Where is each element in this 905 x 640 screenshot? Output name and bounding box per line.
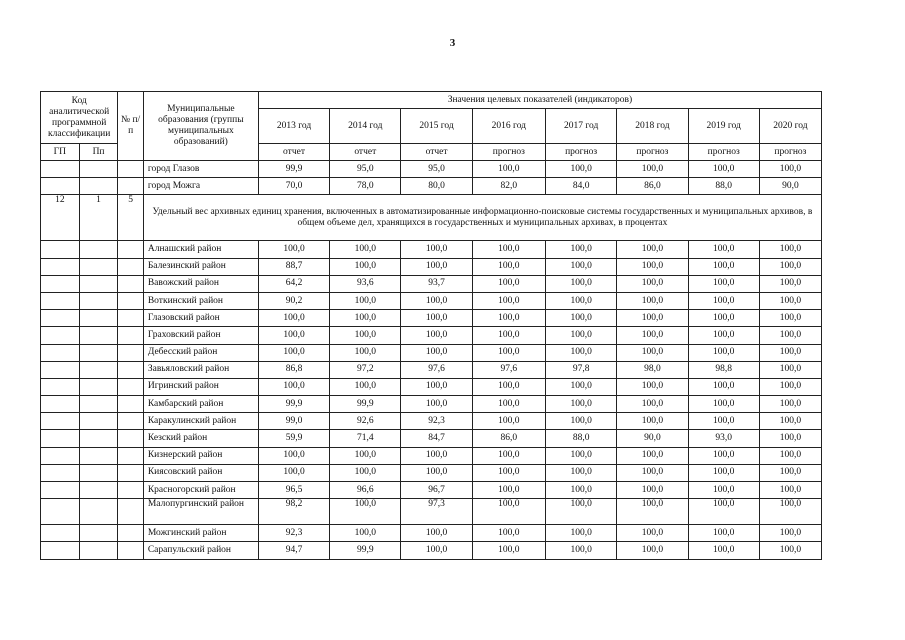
value-cell: 100,0: [759, 413, 821, 430]
empty-cell: [79, 525, 118, 542]
value-cell: 100,0: [759, 378, 821, 395]
value-cell: 100,0: [472, 275, 545, 292]
municipal-header: Муниципальные образования (группы муниципальных образований): [143, 92, 258, 161]
value-cell: 100,0: [546, 447, 617, 464]
value-cell: 93,0: [688, 430, 759, 447]
table-row: [41, 396, 822, 413]
empty-cell: [79, 344, 118, 361]
value-cell: 100,0: [472, 499, 545, 525]
value-cell: 100,0: [759, 542, 821, 559]
value-cell: 100,0: [472, 525, 545, 542]
value-cell: 100,0: [617, 499, 688, 525]
municipality-name: Глазовский район: [143, 310, 258, 327]
value-cell: 100,0: [617, 525, 688, 542]
kind-header: прогноз: [546, 144, 617, 161]
kind-header: отчет: [258, 144, 329, 161]
value-cell: 100,0: [258, 447, 329, 464]
value-cell: 100,0: [546, 413, 617, 430]
gp-header: ГП: [41, 144, 80, 161]
value-cell: 100,0: [546, 241, 617, 258]
value-cell: 100,0: [330, 241, 401, 258]
value-cell: 100,0: [401, 447, 472, 464]
empty-cell: [41, 378, 80, 395]
empty-cell: [41, 161, 80, 178]
value-cell: 100,0: [401, 396, 472, 413]
municipality-name: Кизнерский район: [143, 447, 258, 464]
value-cell: 100,0: [759, 344, 821, 361]
municipality-name: Красногорский район: [143, 482, 258, 499]
value-cell: 100,0: [258, 344, 329, 361]
value-cell: 100,0: [472, 542, 545, 559]
empty-cell: [118, 396, 143, 413]
value-cell: 100,0: [546, 292, 617, 309]
value-cell: 100,0: [546, 378, 617, 395]
table-row: [41, 161, 822, 178]
empty-cell: [79, 499, 118, 525]
empty-cell: [41, 241, 80, 258]
value-cell: 100,0: [759, 310, 821, 327]
table-row: [41, 361, 822, 378]
value-cell: 100,0: [759, 396, 821, 413]
municipality-name: город Глазов: [143, 161, 258, 178]
table-row: [41, 241, 822, 258]
value-cell: 84,7: [401, 430, 472, 447]
value-cell: 100,0: [759, 161, 821, 178]
empty-cell: [118, 499, 143, 525]
value-cell: 100,0: [688, 292, 759, 309]
value-cell: 100,0: [258, 327, 329, 344]
value-cell: 88,7: [258, 258, 329, 275]
value-cell: 100,0: [330, 447, 401, 464]
year-header: 2016 год: [472, 109, 545, 144]
empty-cell: [41, 292, 80, 309]
empty-cell: [118, 525, 143, 542]
value-cell: 100,0: [546, 258, 617, 275]
empty-cell: [41, 361, 80, 378]
empty-cell: [118, 161, 143, 178]
empty-cell: [118, 344, 143, 361]
value-cell: 99,0: [258, 413, 329, 430]
value-cell: 90,0: [759, 178, 821, 195]
empty-cell: [41, 464, 80, 481]
value-cell: 100,0: [472, 161, 545, 178]
municipality-name: Сарапульский район: [143, 542, 258, 559]
value-cell: 100,0: [401, 542, 472, 559]
municipality-name: Балезинский район: [143, 258, 258, 275]
value-cell: 86,8: [258, 361, 329, 378]
value-cell: 100,0: [546, 482, 617, 499]
value-cell: 100,0: [330, 292, 401, 309]
value-cell: 100,0: [759, 241, 821, 258]
municipality-name: Малопургинский район: [143, 499, 258, 525]
value-cell: 100,0: [759, 464, 821, 481]
value-cell: 90,2: [258, 292, 329, 309]
value-cell: 100,0: [472, 241, 545, 258]
value-cell: 100,0: [759, 361, 821, 378]
empty-cell: [118, 292, 143, 309]
value-cell: 100,0: [401, 525, 472, 542]
empty-cell: [41, 275, 80, 292]
table-row: [41, 464, 822, 481]
value-cell: 100,0: [546, 161, 617, 178]
empty-cell: [79, 482, 118, 499]
value-cell: 100,0: [330, 464, 401, 481]
value-cell: 64,2: [258, 275, 329, 292]
value-cell: 100,0: [759, 525, 821, 542]
value-cell: 100,0: [688, 413, 759, 430]
value-cell: 100,0: [759, 447, 821, 464]
value-cell: 100,0: [617, 378, 688, 395]
table-row: [41, 430, 822, 447]
value-cell: 99,9: [330, 542, 401, 559]
value-cell: 98,2: [258, 499, 329, 525]
empty-cell: [118, 464, 143, 481]
empty-cell: [41, 396, 80, 413]
value-cell: 100,0: [617, 327, 688, 344]
value-cell: 94,7: [258, 542, 329, 559]
value-cell: 78,0: [330, 178, 401, 195]
year-header: 2013 год: [258, 109, 329, 144]
value-cell: 97,6: [472, 361, 545, 378]
empty-cell: [41, 482, 80, 499]
value-cell: 100,0: [401, 241, 472, 258]
year-header: 2020 год: [759, 109, 821, 144]
table-row: [41, 413, 822, 430]
value-cell: 100,0: [472, 396, 545, 413]
value-cell: 100,0: [688, 464, 759, 481]
value-cell: 100,0: [330, 327, 401, 344]
empty-cell: [79, 430, 118, 447]
empty-cell: [79, 161, 118, 178]
table-row: [41, 310, 822, 327]
value-cell: 82,0: [472, 178, 545, 195]
municipality-name: Воткинский район: [143, 292, 258, 309]
empty-cell: [41, 258, 80, 275]
empty-cell: [41, 542, 80, 559]
empty-cell: [79, 413, 118, 430]
empty-cell: [118, 327, 143, 344]
municipality-name: Завьяловский район: [143, 361, 258, 378]
value-cell: 100,0: [759, 430, 821, 447]
value-cell: 88,0: [688, 178, 759, 195]
municipality-name: Киясовский район: [143, 464, 258, 481]
kind-header: прогноз: [617, 144, 688, 161]
kind-header: прогноз: [759, 144, 821, 161]
value-cell: 100,0: [688, 275, 759, 292]
value-cell: 100,0: [617, 542, 688, 559]
empty-cell: [41, 327, 80, 344]
municipality-name: Игринский район: [143, 378, 258, 395]
value-cell: 100,0: [546, 525, 617, 542]
empty-cell: [41, 447, 80, 464]
value-cell: 97,8: [546, 361, 617, 378]
value-cell: 100,0: [617, 396, 688, 413]
empty-cell: [79, 178, 118, 195]
value-cell: 100,0: [472, 310, 545, 327]
table-row: [41, 258, 822, 275]
empty-cell: [41, 310, 80, 327]
year-header: 2018 год: [617, 109, 688, 144]
value-cell: 100,0: [546, 499, 617, 525]
value-cell: 100,0: [472, 258, 545, 275]
value-cell: 100,0: [330, 310, 401, 327]
empty-cell: [79, 292, 118, 309]
municipality-name: Камбарский район: [143, 396, 258, 413]
municipality-name: Вавожский район: [143, 275, 258, 292]
pp-header: Пп: [79, 144, 118, 161]
value-cell: 100,0: [759, 292, 821, 309]
empty-cell: [118, 310, 143, 327]
table-row: [41, 542, 822, 559]
value-cell: 96,7: [401, 482, 472, 499]
value-cell: 100,0: [688, 161, 759, 178]
page-number: 3: [449, 37, 456, 49]
value-cell: 100,0: [617, 241, 688, 258]
municipality-name: Можгинский район: [143, 525, 258, 542]
empty-cell: [41, 344, 80, 361]
value-cell: 100,0: [688, 378, 759, 395]
value-cell: 96,5: [258, 482, 329, 499]
empty-cell: [118, 241, 143, 258]
empty-cell: [79, 327, 118, 344]
value-cell: 100,0: [546, 542, 617, 559]
municipality-name: Каракулинский район: [143, 413, 258, 430]
municipality-name: Алнашский район: [143, 241, 258, 258]
value-cell: 96,6: [330, 482, 401, 499]
value-cell: 80,0: [401, 178, 472, 195]
empty-cell: [118, 542, 143, 559]
year-header: 2019 год: [688, 109, 759, 144]
value-cell: 95,0: [330, 161, 401, 178]
value-cell: 84,0: [546, 178, 617, 195]
value-cell: 100,0: [688, 344, 759, 361]
value-cell: 100,0: [330, 258, 401, 275]
num-header: № п/п: [118, 92, 143, 161]
value-cell: 100,0: [401, 258, 472, 275]
table-row: [41, 178, 822, 195]
municipality-name: город Можга: [143, 178, 258, 195]
value-cell: 100,0: [258, 464, 329, 481]
value-cell: 100,0: [546, 310, 617, 327]
value-cell: 100,0: [759, 499, 821, 525]
value-cell: 100,0: [330, 499, 401, 525]
value-cell: 100,0: [472, 482, 545, 499]
value-cell: 100,0: [688, 396, 759, 413]
value-cell: 100,0: [401, 464, 472, 481]
empty-cell: [79, 258, 118, 275]
value-cell: 70,0: [258, 178, 329, 195]
value-cell: 100,0: [401, 344, 472, 361]
value-cell: 100,0: [617, 258, 688, 275]
value-cell: 100,0: [330, 378, 401, 395]
value-cell: 100,0: [546, 327, 617, 344]
value-cell: 95,0: [401, 161, 472, 178]
value-cell: 100,0: [617, 275, 688, 292]
value-cell: 100,0: [546, 344, 617, 361]
empty-cell: [118, 178, 143, 195]
empty-cell: [79, 241, 118, 258]
value-cell: 100,0: [401, 310, 472, 327]
code-group-header: Код аналитической программной классификации: [41, 92, 118, 144]
municipality-name: Кезский район: [143, 430, 258, 447]
value-cell: 100,0: [258, 378, 329, 395]
table-row: [41, 482, 822, 499]
value-cell: 99,9: [330, 396, 401, 413]
empty-cell: [118, 361, 143, 378]
value-cell: 100,0: [617, 413, 688, 430]
empty-cell: [118, 378, 143, 395]
value-cell: 59,9: [258, 430, 329, 447]
empty-cell: [118, 447, 143, 464]
value-cell: 100,0: [688, 447, 759, 464]
value-cell: 100,0: [617, 344, 688, 361]
value-cell: 99,9: [258, 396, 329, 413]
value-cell: 100,0: [759, 327, 821, 344]
value-cell: 100,0: [617, 447, 688, 464]
value-cell: 100,0: [617, 292, 688, 309]
value-cell: 71,4: [330, 430, 401, 447]
indicators-table: [40, 91, 822, 560]
value-cell: 100,0: [759, 258, 821, 275]
value-cell: 100,0: [472, 464, 545, 481]
value-cell: 100,0: [546, 275, 617, 292]
value-cell: 100,0: [759, 275, 821, 292]
empty-cell: [41, 413, 80, 430]
value-cell: 100,0: [688, 499, 759, 525]
value-cell: 100,0: [472, 327, 545, 344]
indicator-pp: 1: [79, 195, 118, 241]
empty-cell: [41, 525, 80, 542]
kind-header: прогноз: [472, 144, 545, 161]
value-cell: 86,0: [617, 178, 688, 195]
empty-cell: [79, 378, 118, 395]
empty-cell: [118, 258, 143, 275]
empty-cell: [118, 482, 143, 499]
value-cell: 92,3: [401, 413, 472, 430]
value-cell: 100,0: [617, 482, 688, 499]
indicator-row: [41, 195, 822, 241]
value-cell: 100,0: [688, 482, 759, 499]
table-row: [41, 327, 822, 344]
value-cell: 100,0: [617, 161, 688, 178]
value-cell: 100,0: [472, 447, 545, 464]
value-cell: 92,3: [258, 525, 329, 542]
empty-cell: [118, 413, 143, 430]
value-cell: 100,0: [330, 344, 401, 361]
kind-header: прогноз: [688, 144, 759, 161]
value-cell: 97,3: [401, 499, 472, 525]
table-row: [41, 525, 822, 542]
values-header: Значения целевых показателей (индикаторов): [258, 92, 821, 109]
value-cell: 92,6: [330, 413, 401, 430]
value-cell: 100,0: [546, 396, 617, 413]
value-cell: 97,6: [401, 361, 472, 378]
indicator-num: 5: [118, 195, 143, 241]
table-row: [41, 378, 822, 395]
value-cell: 93,7: [401, 275, 472, 292]
value-cell: 97,2: [330, 361, 401, 378]
indicator-gp: 12: [41, 195, 80, 241]
value-cell: 100,0: [472, 292, 545, 309]
value-cell: 100,0: [688, 258, 759, 275]
value-cell: 90,0: [617, 430, 688, 447]
value-cell: 100,0: [472, 344, 545, 361]
value-cell: 100,0: [472, 413, 545, 430]
empty-cell: [79, 361, 118, 378]
value-cell: 100,0: [258, 310, 329, 327]
table-row: [41, 499, 822, 525]
table-row: [41, 292, 822, 309]
value-cell: 100,0: [688, 310, 759, 327]
empty-cell: [79, 542, 118, 559]
municipality-name: Дебесский район: [143, 344, 258, 361]
value-cell: 100,0: [688, 525, 759, 542]
value-cell: 100,0: [617, 310, 688, 327]
empty-cell: [79, 396, 118, 413]
value-cell: 100,0: [330, 525, 401, 542]
value-cell: 100,0: [401, 292, 472, 309]
value-cell: 93,6: [330, 275, 401, 292]
table-row: [41, 275, 822, 292]
empty-cell: [118, 275, 143, 292]
value-cell: 100,0: [688, 542, 759, 559]
value-cell: 100,0: [401, 327, 472, 344]
table-row: [41, 344, 822, 361]
kind-header: отчет: [401, 144, 472, 161]
value-cell: 100,0: [258, 241, 329, 258]
year-header: 2015 год: [401, 109, 472, 144]
kind-header: отчет: [330, 144, 401, 161]
value-cell: 99,9: [258, 161, 329, 178]
value-cell: 100,0: [759, 482, 821, 499]
value-cell: 98,8: [688, 361, 759, 378]
value-cell: 86,0: [472, 430, 545, 447]
municipality-name: Граховский район: [143, 327, 258, 344]
year-header: 2014 год: [330, 109, 401, 144]
value-cell: 98,0: [617, 361, 688, 378]
value-cell: 100,0: [401, 378, 472, 395]
empty-cell: [41, 178, 80, 195]
empty-cell: [79, 464, 118, 481]
value-cell: 100,0: [688, 241, 759, 258]
year-header: 2017 год: [546, 109, 617, 144]
value-cell: 100,0: [617, 464, 688, 481]
empty-cell: [79, 275, 118, 292]
empty-cell: [79, 447, 118, 464]
value-cell: 100,0: [472, 378, 545, 395]
empty-cell: [118, 430, 143, 447]
table-row: [41, 447, 822, 464]
value-cell: 88,0: [546, 430, 617, 447]
indicator-description: Удельный вес архивных единиц хранения, включенных в автоматизированные информационно-поисковые системы государственных и муниципальных архивов, в общем объеме дел, хранящихся в государственных и муниципальных архивах, в процентах: [143, 195, 821, 241]
value-cell: 100,0: [688, 327, 759, 344]
empty-cell: [79, 310, 118, 327]
empty-cell: [41, 430, 80, 447]
empty-cell: [41, 499, 80, 525]
value-cell: 100,0: [546, 464, 617, 481]
